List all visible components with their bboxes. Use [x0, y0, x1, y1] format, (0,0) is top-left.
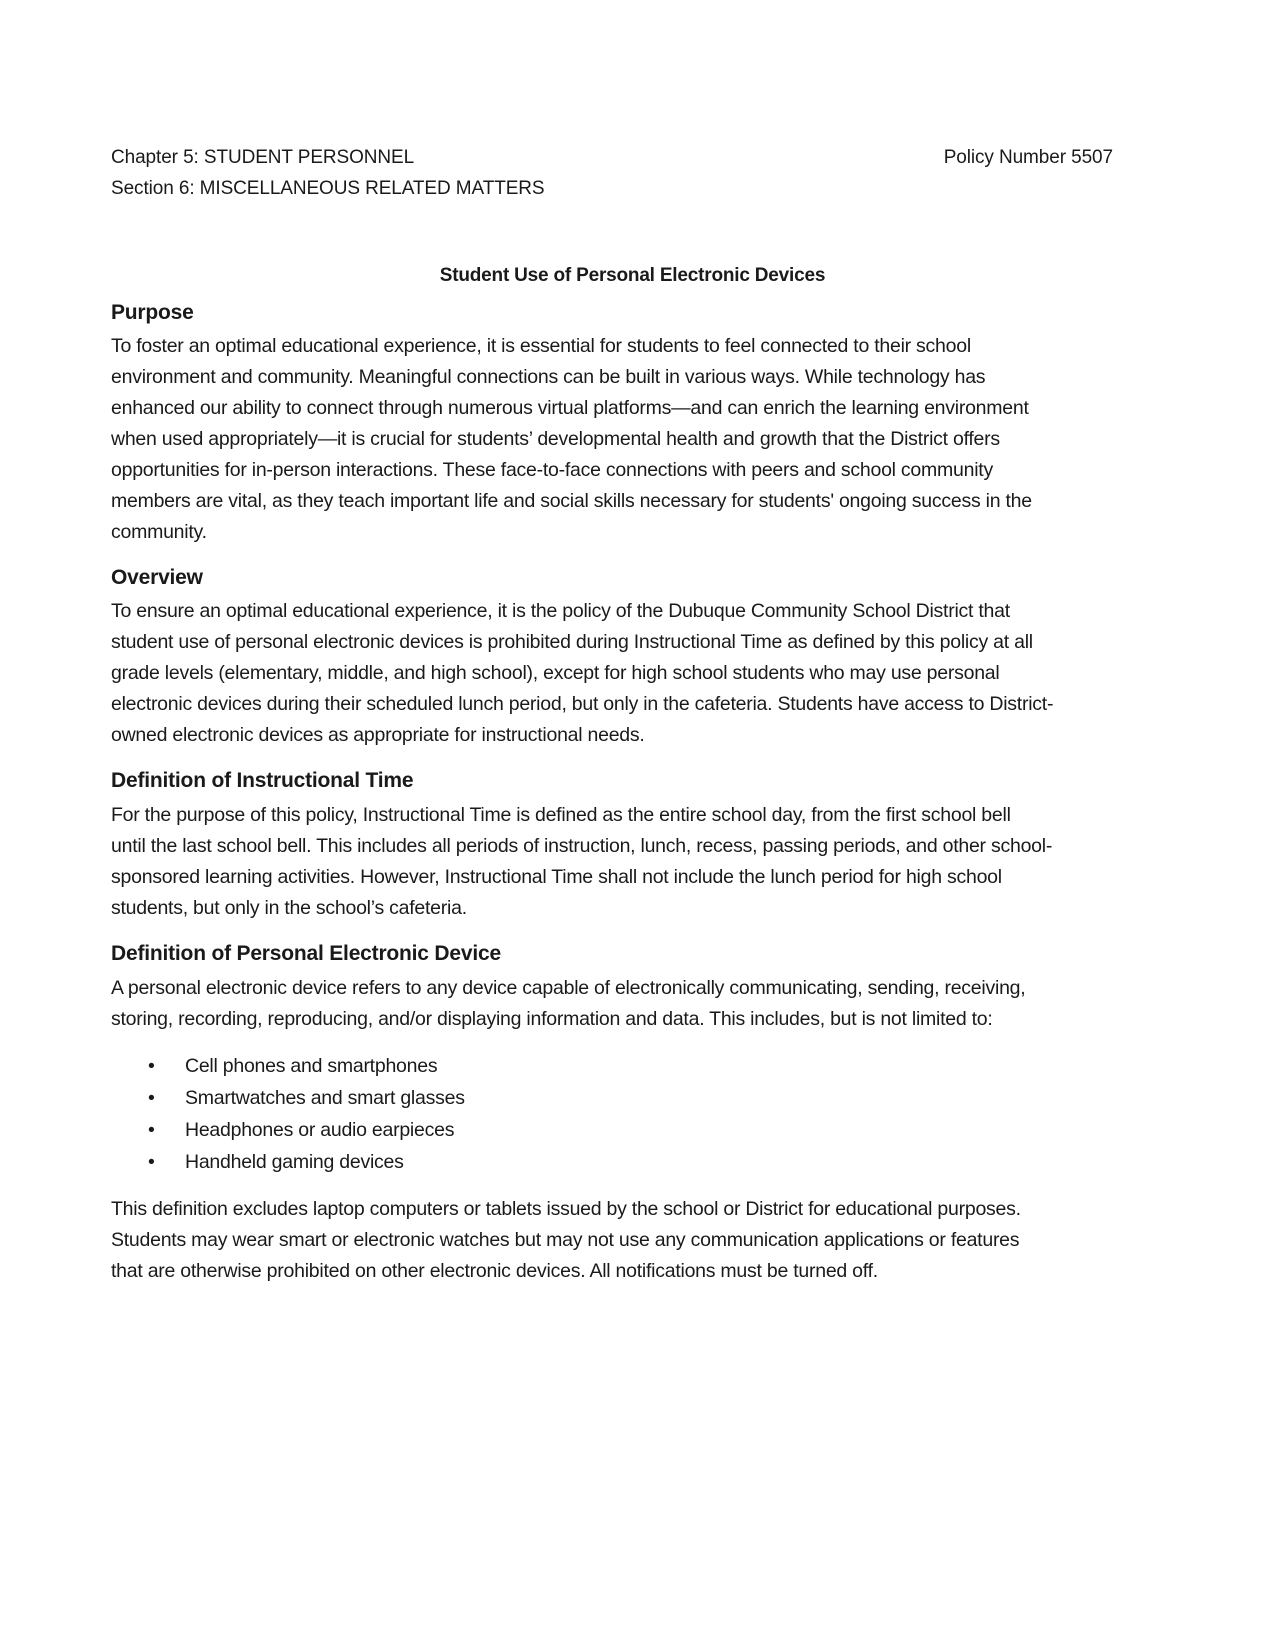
purpose-line: environment and community. Meaningful connections can be built in various ways. While technology has — [111, 366, 986, 388]
purpose-line: enhanced our ability to connect through numerous virtual platforms—and can enrich the learning environment — [111, 397, 1029, 419]
bullet-icon: • — [148, 1119, 155, 1141]
overview-heading: Overview — [111, 566, 203, 589]
personal-device-intro-line: storing, recording, reproducing, and/or displaying information and data. This includes, but is not limited to: — [111, 1008, 993, 1030]
list-item: Smartwatches and smart glasses — [185, 1087, 465, 1109]
purpose-line: opportunities for in-person interactions. These face-to-face connections with peers and school community — [111, 459, 993, 481]
purpose-line: members are vital, as they teach important life and social skills necessary for students' ongoing success in the — [111, 490, 1032, 512]
personal-device-intro-line: A personal electronic device refers to any device capable of electronically communicating, sending, receiving, — [111, 977, 1026, 999]
personal-device-closing-line: This definition excludes laptop computers or tablets issued by the school or District for educational purposes. — [111, 1198, 1021, 1220]
section-label: Section 6: MISCELLANEOUS RELATED MATTERS — [111, 178, 545, 199]
purpose-line: when used appropriately—it is crucial for students’ developmental health and growth that the District offers — [111, 428, 1000, 450]
bullet-icon: • — [148, 1151, 155, 1173]
personal-device-heading: Definition of Personal Electronic Device — [111, 942, 501, 965]
chapter-label: Chapter 5: STUDENT PERSONNEL — [111, 147, 415, 168]
instructional-time-heading: Definition of Instructional Time — [111, 769, 414, 792]
personal-device-closing-line: Students may wear smart or electronic watches but may not use any communication applications or features — [111, 1229, 1020, 1251]
purpose-line: To foster an optimal educational experience, it is essential for students to feel connected to their school — [111, 335, 971, 357]
overview-line: student use of personal electronic devices is prohibited during Instructional Time as defined by this policy at all — [111, 631, 1033, 653]
purpose-heading: Purpose — [111, 301, 194, 324]
purpose-line: community. — [111, 521, 207, 543]
overview-line: grade levels (elementary, middle, and high school), except for high school students who may use personal — [111, 662, 1000, 684]
list-item: Headphones or audio earpieces — [185, 1119, 455, 1141]
instructional-time-line: students, but only in the school’s cafeteria. — [111, 897, 467, 919]
overview-line: To ensure an optimal educational experience, it is the policy of the Dubuque Community School District that — [111, 600, 1010, 622]
bullet-icon: • — [148, 1055, 155, 1077]
bullet-icon: • — [148, 1087, 155, 1109]
list-item: Handheld gaming devices — [185, 1151, 404, 1173]
instructional-time-line: until the last school bell. This includes all periods of instruction, lunch, recess, passing periods, and other school- — [111, 835, 1053, 857]
list-item: Cell phones and smartphones — [185, 1055, 438, 1077]
instructional-time-line: sponsored learning activities. However, Instructional Time shall not include the lunch period for high school — [111, 866, 1002, 888]
instructional-time-line: For the purpose of this policy, Instructional Time is defined as the entire school day, from the first school bell — [111, 804, 1011, 826]
policy-number: Policy Number 5507 — [943, 147, 1113, 168]
personal-device-closing-line: that are otherwise prohibited on other electronic devices. All notifications must be turned off. — [111, 1260, 878, 1282]
overview-line: electronic devices during their scheduled lunch period, but only in the cafeteria. Students have access to District- — [111, 693, 1054, 715]
overview-line: owned electronic devices as appropriate for instructional needs. — [111, 724, 645, 746]
document-title: Student Use of Personal Electronic Devices — [439, 265, 826, 286]
